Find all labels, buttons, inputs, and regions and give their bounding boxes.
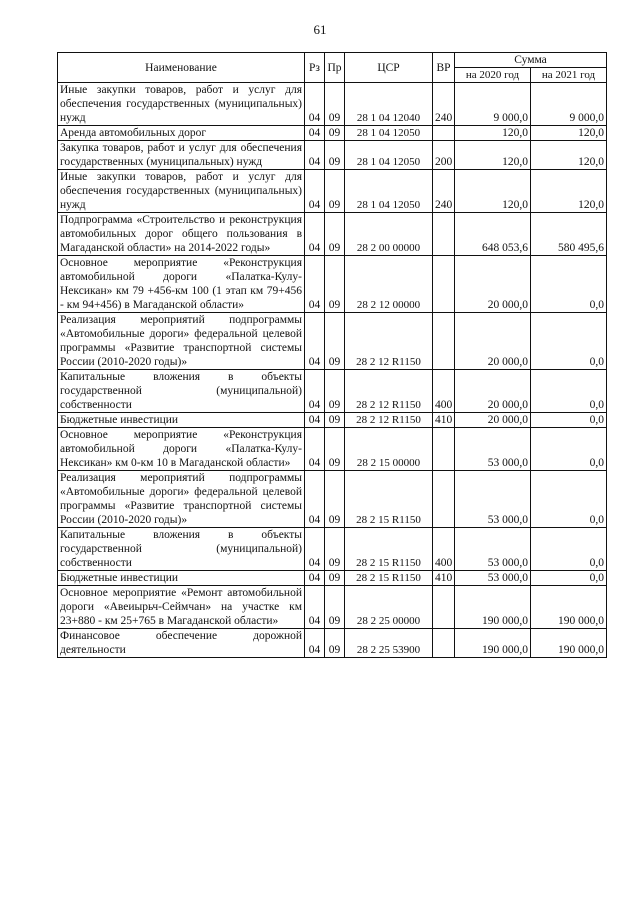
cell-vr: [433, 471, 455, 528]
cell-csr: 28 1 04 12040: [345, 83, 433, 126]
table-row: [58, 313, 607, 370]
table-row: [58, 586, 607, 629]
cell-csr: 28 2 12 R1150: [345, 413, 433, 428]
cell-sum-2020: 9 000,0: [455, 83, 531, 126]
cell-vr: [433, 126, 455, 141]
cell-sum-2020: 20 000,0: [455, 413, 531, 428]
cell-csr: 28 2 25 53900: [345, 629, 433, 658]
table-row: [58, 141, 607, 170]
table-row: [58, 126, 607, 141]
cell-vr: 410: [433, 571, 455, 586]
cell-pr: 09: [325, 471, 345, 528]
table-row: [58, 83, 607, 126]
cell-pr: 09: [325, 571, 345, 586]
table-row: [58, 413, 607, 428]
cell-sum-2020: 20 000,0: [455, 256, 531, 313]
cell-rz: 04: [305, 571, 325, 586]
cell-rz: 04: [305, 428, 325, 471]
cell-sum-2021: 0,0: [531, 413, 607, 428]
cell-rz: 04: [305, 471, 325, 528]
cell-rz: 04: [305, 83, 325, 126]
cell-rz: 04: [305, 370, 325, 413]
cell-name: Подпрограмма «Строительство и реконструкция автомобильных дорог общего пользования в Магаданской области» на 2014-2022 годы»: [58, 213, 305, 256]
header-rz: Рз: [305, 53, 325, 83]
cell-pr: 09: [325, 370, 345, 413]
cell-csr: 28 2 12 R1150: [345, 313, 433, 370]
cell-vr: [433, 256, 455, 313]
cell-sum-2021: 0,0: [531, 428, 607, 471]
cell-pr: 09: [325, 126, 345, 141]
cell-csr: 28 2 12 00000: [345, 256, 433, 313]
cell-sum-2021: 120,0: [531, 126, 607, 141]
cell-pr: 09: [325, 629, 345, 658]
header-vr: ВР: [433, 53, 455, 83]
cell-sum-2021: 0,0: [531, 471, 607, 528]
table-row: [58, 213, 607, 256]
cell-rz: 04: [305, 413, 325, 428]
cell-csr: 28 1 04 12050: [345, 126, 433, 141]
cell-rz: 04: [305, 528, 325, 571]
cell-sum-2021: 9 000,0: [531, 83, 607, 126]
cell-name: Бюджетные инвестиции: [58, 571, 305, 586]
cell-rz: 04: [305, 213, 325, 256]
cell-pr: 09: [325, 256, 345, 313]
cell-pr: 09: [325, 141, 345, 170]
table-row: [58, 370, 607, 413]
cell-vr: [433, 428, 455, 471]
cell-name: Капитальные вложения в объекты государственной (муниципальной) собственности: [58, 370, 305, 413]
cell-vr: [433, 213, 455, 256]
cell-sum-2020: 190 000,0: [455, 629, 531, 658]
cell-vr: 400: [433, 528, 455, 571]
cell-sum-2020: 648 053,6: [455, 213, 531, 256]
cell-rz: 04: [305, 313, 325, 370]
cell-vr: 240: [433, 170, 455, 213]
cell-csr: 28 2 15 R1150: [345, 528, 433, 571]
cell-rz: 04: [305, 256, 325, 313]
cell-vr: 200: [433, 141, 455, 170]
cell-name: Финансовое обеспечение дорожной деятельности: [58, 629, 305, 658]
cell-name: Бюджетные инвестиции: [58, 413, 305, 428]
cell-name: Аренда автомобильных дорог: [58, 126, 305, 141]
cell-name: Иные закупки товаров, работ и услуг для обеспечения государственных (муниципальных) нужд: [58, 83, 305, 126]
table-row: [58, 571, 607, 586]
cell-csr: 28 2 25 00000: [345, 586, 433, 629]
cell-sum-2021: 0,0: [531, 528, 607, 571]
cell-pr: 09: [325, 428, 345, 471]
cell-rz: 04: [305, 126, 325, 141]
header-name: Наименование: [58, 53, 305, 83]
cell-sum-2021: 0,0: [531, 571, 607, 586]
cell-sum-2021: 190 000,0: [531, 586, 607, 629]
cell-name: Основное мероприятие «Реконструкция автомобильной дороги «Палатка-Кулу-Нексикан» км 79 +456-км 100 (1 этап км 79+456 - км 94+456) в Магаданской области»: [58, 256, 305, 313]
header-2021: на 2021 год: [531, 68, 607, 83]
header-pr: Пр: [325, 53, 345, 83]
cell-vr: [433, 629, 455, 658]
table-header: [58, 53, 607, 83]
cell-csr: 28 2 12 R1150: [345, 370, 433, 413]
budget-table: [57, 52, 607, 658]
cell-pr: 09: [325, 313, 345, 370]
cell-vr: 240: [433, 83, 455, 126]
cell-sum-2021: 0,0: [531, 256, 607, 313]
table-row: [58, 528, 607, 571]
cell-name: Капитальные вложения в объекты государственной (муниципальной) собственности: [58, 528, 305, 571]
cell-sum-2021: 120,0: [531, 141, 607, 170]
cell-name: Реализация мероприятий подпрограммы «Автомобильные дороги» федеральной целевой программы «Развитие транспортной системы России (2010-2020 годы)»: [58, 313, 305, 370]
cell-pr: 09: [325, 170, 345, 213]
cell-csr: 28 1 04 12050: [345, 170, 433, 213]
cell-sum-2021: 580 495,6: [531, 213, 607, 256]
cell-name: Основное мероприятие «Ремонт автомобильной дороги «Авеиырьч-Сеймчан» на участке км 23+880 - км 25+765 в Магаданской области»: [58, 586, 305, 629]
cell-csr: 28 2 00 00000: [345, 213, 433, 256]
cell-pr: 09: [325, 413, 345, 428]
cell-vr: [433, 586, 455, 629]
cell-sum-2020: 53 000,0: [455, 471, 531, 528]
cell-vr: 410: [433, 413, 455, 428]
cell-sum-2020: 20 000,0: [455, 313, 531, 370]
table-row: [58, 471, 607, 528]
cell-sum-2020: 190 000,0: [455, 586, 531, 629]
cell-pr: 09: [325, 528, 345, 571]
cell-sum-2021: 190 000,0: [531, 629, 607, 658]
header-2020: на 2020 год: [455, 68, 531, 83]
cell-sum-2021: 120,0: [531, 170, 607, 213]
cell-pr: 09: [325, 586, 345, 629]
cell-csr: 28 2 15 R1150: [345, 571, 433, 586]
cell-sum-2020: 53 000,0: [455, 571, 531, 586]
cell-pr: 09: [325, 83, 345, 126]
cell-sum-2021: 0,0: [531, 370, 607, 413]
cell-vr: 400: [433, 370, 455, 413]
cell-csr: 28 2 15 00000: [345, 428, 433, 471]
cell-sum-2020: 120,0: [455, 170, 531, 213]
table-row: [58, 428, 607, 471]
cell-pr: 09: [325, 213, 345, 256]
cell-sum-2020: 120,0: [455, 141, 531, 170]
cell-sum-2021: 0,0: [531, 313, 607, 370]
table-row: [58, 629, 607, 658]
header-csr: ЦСР: [345, 53, 433, 83]
cell-csr: 28 2 15 R1150: [345, 471, 433, 528]
table-row: [58, 170, 607, 213]
cell-sum-2020: 53 000,0: [455, 528, 531, 571]
header-sum: Сумма: [455, 53, 607, 68]
cell-rz: 04: [305, 586, 325, 629]
cell-vr: [433, 313, 455, 370]
cell-rz: 04: [305, 629, 325, 658]
cell-name: Реализация мероприятий подпрограммы «Автомобильные дороги» федеральной целевой программы «Развитие транспортной системы России (2010-2020 годы)»: [58, 471, 305, 528]
table-row: [58, 256, 607, 313]
cell-sum-2020: 120,0: [455, 126, 531, 141]
cell-name: Основное мероприятие «Реконструкция автомобильной дороги «Палатка-Кулу-Нексикан» км 0-км 10 в Магаданской области»: [58, 428, 305, 471]
cell-sum-2020: 53 000,0: [455, 428, 531, 471]
cell-csr: 28 1 04 12050: [345, 141, 433, 170]
cell-name: Иные закупки товаров, работ и услуг для обеспечения государственных (муниципальных) нужд: [58, 170, 305, 213]
page-number: 61: [313, 22, 327, 37]
table-body: [58, 83, 607, 658]
cell-sum-2020: 20 000,0: [455, 370, 531, 413]
cell-rz: 04: [305, 141, 325, 170]
cell-rz: 04: [305, 170, 325, 213]
cell-name: Закупка товаров, работ и услуг для обеспечения государственных (муниципальных) нужд: [58, 141, 305, 170]
